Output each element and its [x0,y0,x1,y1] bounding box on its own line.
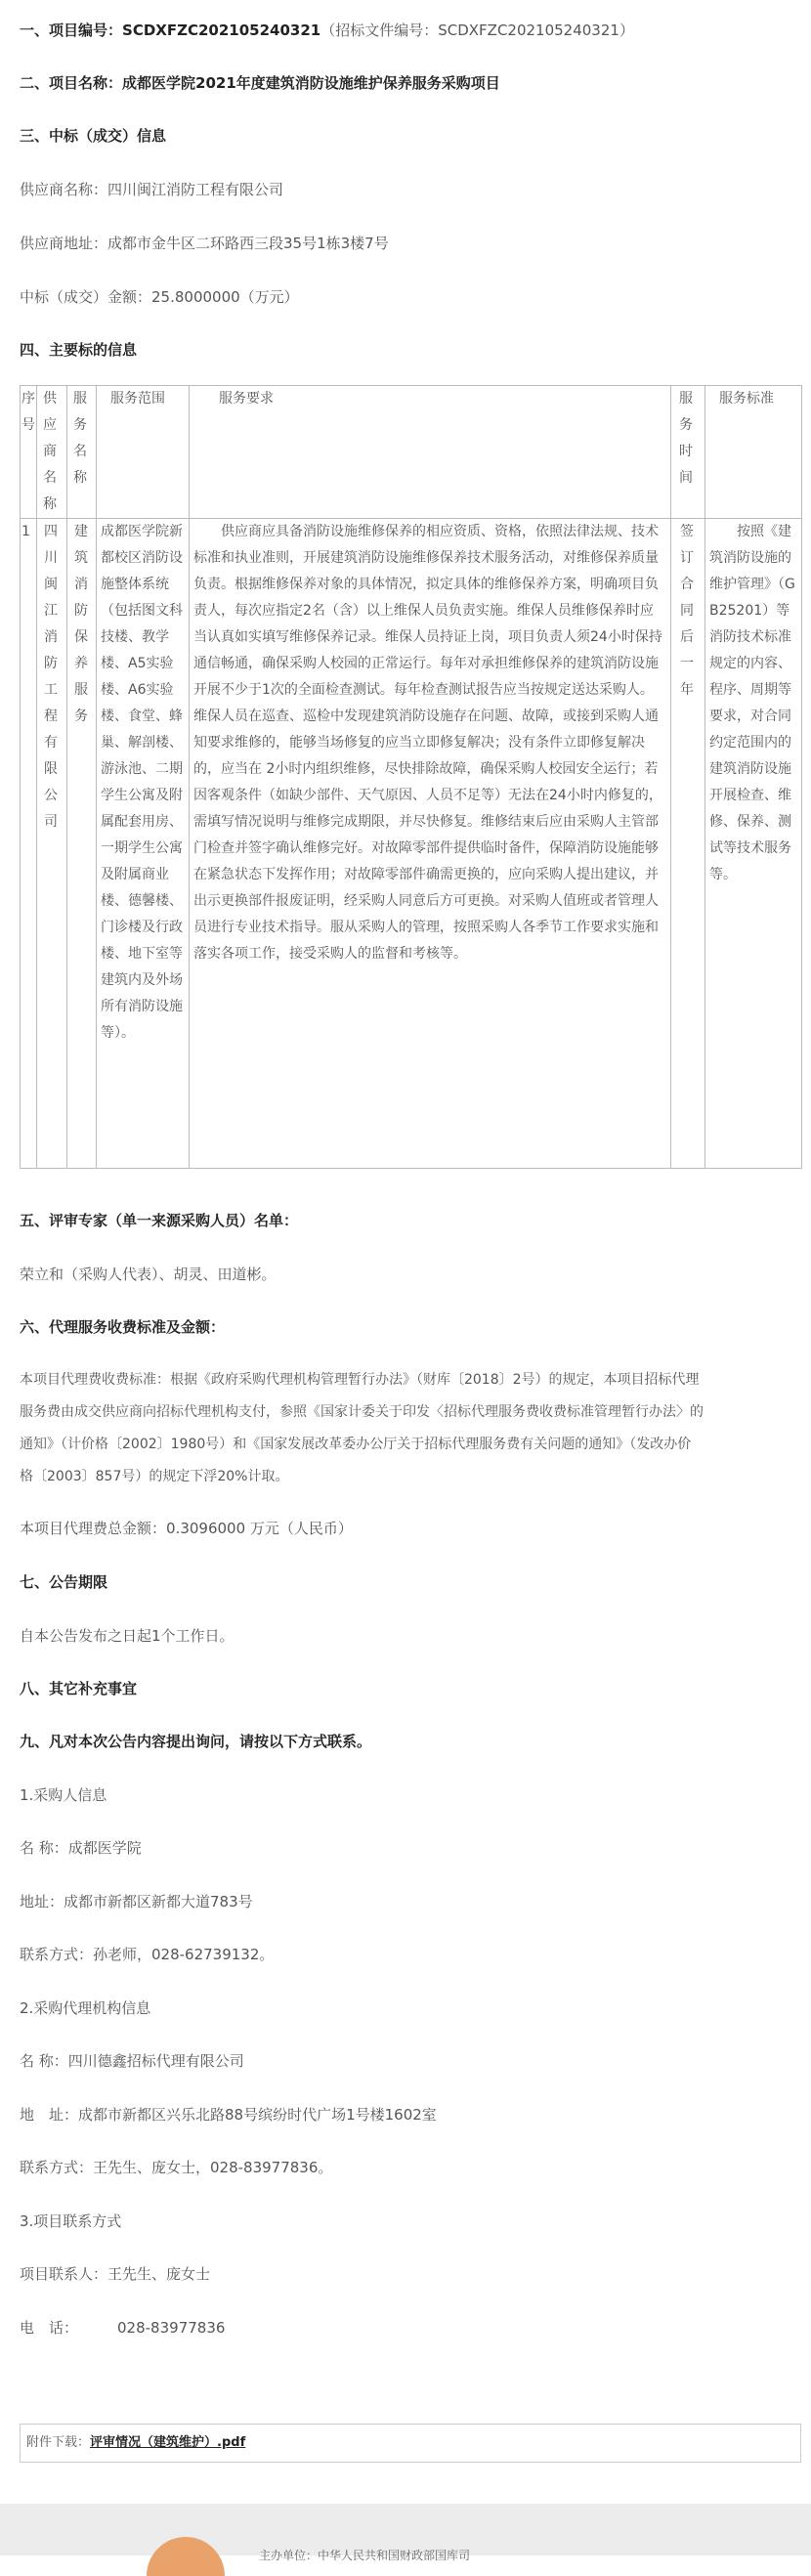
footer-logo [147,2537,225,2576]
project-contact-title: 3.项目联系方式 [20,2212,122,2230]
agency-fee-heading: 六、代理服务收费标准及金额： [20,1318,226,1336]
award-amount: 中标（成交）金额：25.8000000（万元） [20,288,299,306]
agency-fee-line-4: 格〔2003〕857号）的规定下浮20%计取。 [20,1469,289,1484]
agency-fee-line-1: 本项目代理费收费标准：根据《政府采购代理机构管理暂行办法》（财库〔2018〕2号）的规定，本项目招标代理 [20,1372,700,1388]
footer-text: 主办单位：中华人民共和国财政部国库司 [259,2549,471,2562]
experts-list: 荣立和（采购人代表）、胡灵、田道彬。 [20,1266,277,1283]
agent-address: 地 址：成都市新都区兴乐北路88号缤纷时代广场1号楼1602室 [20,2106,437,2124]
supplier-address: 供应商地址：成都市金牛区二环路西三段35号1栋3楼7号 [20,235,389,252]
row-requirements: 供应商应具备消防设施维修保养的相应资质、资格，依照法律法规、技术标准和执业准则，开展建筑消防设施维修保养技术服务活动，对维修保养质量负责。根据维修保养对象的具体情况，拟定具体的维修保养方案，明确项目负责人，每次应指定2名（含）以上维保人员负责实施。维保人员维修保养时应当认真如实填写维修保养记录。维保人员持证上岗，项目负责人须24小时保持通信畅通，确保采购人校园的正常运行。每年对承担维修保养的建筑消防设施开展不少于1次的全面检查测试。每年检查测试报告应当按规定送达采购人。维保人员在巡查、巡检中发现建筑消防设施存在问题、故障，或接到采购人通知要求维修的，能够当场修复的应当立即修复解决；没有条件立即修复解决的，应当在 2小时内组织维修，尽快排除故障，确保采购人校园安全运行；若因客观条件（如缺少部件、天气原因、人员不足等）无法在24小时内修复的，需填写情况说明与维修完成期限，并尽快修复。维修结束后应由采购人主管部门检查并签字确认维修完好。对故障零部件提供临时备件，保障消防设施能够在紧急状态下发挥作用；对故障零部件确需更换的，应向采购人提出建议，并出示更换部件报废证明，经采购人同意后方可更换。对采购人值班或者管理人员进行专业技术指导。服从采购人的管理，按照采购人各季节工作要求实施和落实各项工作，接受采购人的监督和考核等。 [190,519,671,1169]
header-supplier: 供应商名称 [37,386,67,519]
row-service-name: 建筑消防保养服务 [67,519,97,1169]
attachment-link[interactable]: 评审情况（建筑维护）.pdf [90,2435,246,2450]
project-number-label: 一、项目编号： [20,21,123,39]
agency-fee-total: 本项目代理费总金额：0.3096000 万元（人民币） [20,1520,353,1537]
buyer-contact: 联系方式：孙老师，028-62739132。 [20,1946,275,1963]
header-service-name: 服务名称 [67,386,97,519]
row-standard: 按照《建筑消防设施的维护管理》（GB25201）等消防技术标准规定的内容、程序、周期等要求，对合同约定范围内的建筑消防设施开展检查、维修、保养、测试等技术服务等。 [705,519,802,1169]
table-row [21,519,802,1169]
table-header-row [21,386,802,519]
header-no: 序号 [21,386,37,519]
project-name: 成都医学院2021年度建筑消防设施维护保养服务采购项目 [122,74,500,92]
footer [0,2504,811,2562]
attachment-bar [20,2424,801,2463]
project-contact-person: 项目联系人：王先生、庞女士 [20,2265,211,2283]
project-name-label: 二、项目名称： [20,74,123,92]
buyer-name: 名 称：成都医学院 [20,1839,142,1857]
project-number: SCDXFZC202105240321 [122,21,321,39]
project-phone: 028-83977836 [117,2319,226,2337]
notice-period: 自本公告发布之日起1个工作日。 [20,1627,235,1645]
award-info-heading: 三、中标（成交）信息 [20,127,167,145]
project-phone-line [20,2317,225,2338]
project-name-line [20,72,500,93]
agency-fee-line-2: 服务费由成交供应商向招标代理机构支付，参照《国家计委关于印发〈招标代理服务费收费标准管理暂行办法〉的 [20,1404,704,1420]
contact-heading: 九、凡对本次公告内容提出询问，请按以下方式联系。 [20,1733,372,1750]
attachment-label: 附件下载： [26,2435,91,2450]
agent-contact: 联系方式：王先生、庞女士，028-83977836。 [20,2159,333,2176]
row-scope: 成都医学院新都校区消防设施整体系统（包括图文科技楼、教学楼、A5实验楼、A6实验楼、食堂、蜂巢、解剖楼、游泳池、二期学生公寓及附属配套用房、一期学生公寓及附属商业楼、德馨楼、门诊楼及行政楼、地下室等建筑内及外场所有消防设施等）。 [97,519,190,1169]
supplementary-heading: 八、其它补充事宜 [20,1680,138,1697]
header-service-time: 服务时间 [671,386,705,519]
row-supplier: 四川闽江消防工程有限公司 [37,519,67,1169]
tender-doc-number: （招标文件编号：SCDXFZC202105240321） [320,21,634,39]
supplier-name: 供应商名称：四川闽江消防工程有限公司 [20,181,284,198]
experts-heading: 五、评审专家（单一来源采购人员）名单： [20,1212,299,1229]
subject-info-heading: 四、主要标的信息 [20,341,138,359]
project-number-line [20,20,634,40]
row-service-time: 签订合同后一年 [671,519,705,1169]
buyer-address: 地址：成都市新都区新都大道783号 [20,1893,253,1911]
header-standard: 服务标准 [705,386,802,519]
notice-period-heading: 七、公告期限 [20,1573,108,1591]
header-requirements: 服务要求 [190,386,671,519]
agent-title: 2.采购代理机构信息 [20,1999,151,2017]
subject-info-table [20,385,802,1169]
agency-fee-line-3: 通知》（计价格〔2002〕1980号）和《国家发展改革委办公厅关于招标代理服务费有关问题的通知》（发改办价 [20,1437,692,1452]
project-phone-label: 电 话： [20,2319,79,2337]
row-no: 1 [21,519,37,1169]
header-scope: 服务范围 [97,386,190,519]
buyer-title: 1.采购人信息 [20,1786,107,1804]
agent-name: 名 称：四川德鑫招标代理有限公司 [20,2052,244,2070]
